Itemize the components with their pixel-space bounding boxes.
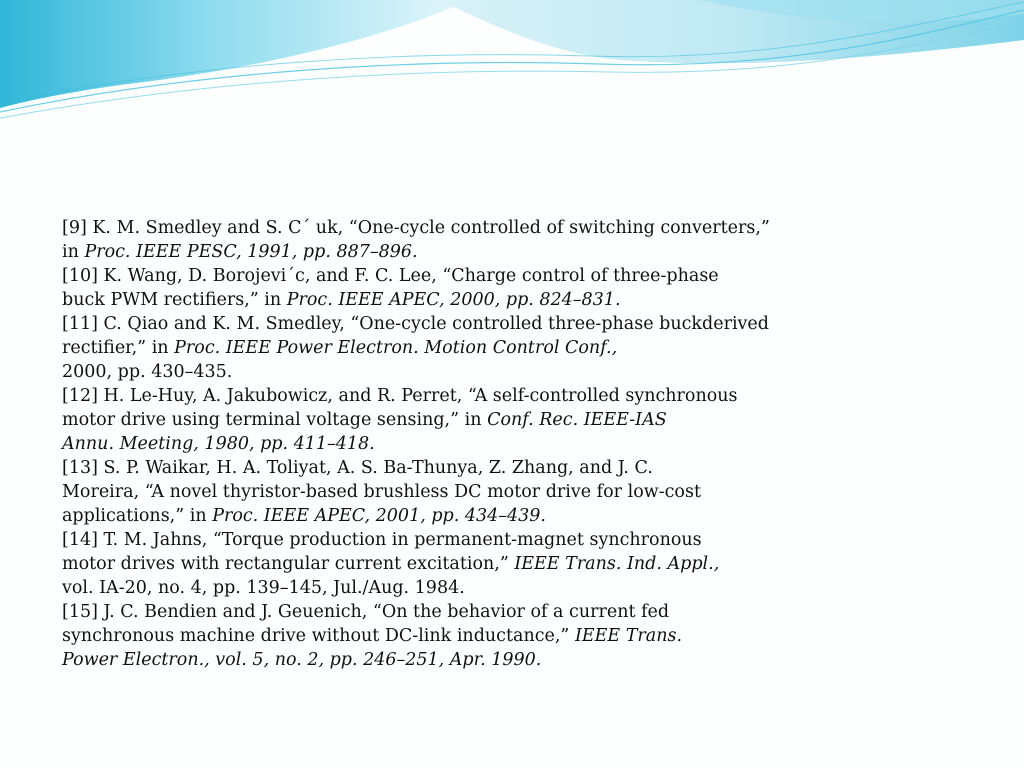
reference-italic-segment: Proc. IEEE APEC, 2001, pp. 434–439. <box>212 506 546 526</box>
reference-text-segment: [11] C. Qiao and K. M. Smedley, “One-cycle controlled three-phase buckderived <box>62 314 769 334</box>
reference-line <box>62 384 782 408</box>
reference-line <box>62 336 782 360</box>
reference-line <box>62 264 782 288</box>
reference-ref-15 <box>62 600 782 672</box>
reference-italic-segment: Power Electron., vol. 5, no. 2, pp. 246–251, Apr. 1990. <box>62 650 542 670</box>
reference-text-segment: in <box>62 242 85 262</box>
reference-line <box>62 312 782 336</box>
reference-ref-10 <box>62 264 782 312</box>
reference-line <box>62 600 782 624</box>
reference-line <box>62 480 782 504</box>
reference-italic-segment: Conf. Rec. IEEE-IAS <box>487 410 667 430</box>
reference-italic-segment: Proc. IEEE PESC, 1991, pp. 887–896. <box>84 242 418 262</box>
reference-text-segment: motor drive using terminal voltage sensing,” in <box>62 410 488 430</box>
reference-text-segment: rectifier,” in <box>62 338 175 358</box>
reference-italic-segment: IEEE Trans. <box>574 626 683 646</box>
reference-line <box>62 456 782 480</box>
reference-line <box>62 288 782 312</box>
decorative-wave-header <box>0 0 1024 130</box>
reference-text-segment: synchronous machine drive without DC-link inductance,” <box>62 626 575 646</box>
reference-line <box>62 216 782 240</box>
reference-line <box>62 528 782 552</box>
reference-line <box>62 408 782 432</box>
reference-line <box>62 576 782 600</box>
reference-line <box>62 504 782 528</box>
reference-line <box>62 240 782 264</box>
wave-band-left <box>0 0 470 108</box>
reference-italic-segment: Proc. IEEE APEC, 2000, pp. 824–831. <box>286 290 621 310</box>
reference-text-segment: [13] S. P. Waikar, H. A. Toliyat, A. S. Ba-Thunya, Z. Zhang, and J. C. <box>62 458 653 478</box>
reference-ref-14 <box>62 528 782 600</box>
reference-line <box>62 552 782 576</box>
reference-text-segment: [9] K. M. Smedley and S. C´ uk, “One-cycle controlled of switching converters,” <box>62 218 770 238</box>
reference-line <box>62 432 782 456</box>
reference-text-segment: [14] T. M. Jahns, “Torque production in permanent-magnet synchronous <box>62 530 702 550</box>
reference-text-segment: buck PWM rectifiers,” in <box>62 290 287 310</box>
reference-ref-11 <box>62 312 782 384</box>
reference-italic-segment: IEEE Trans. Ind. Appl., <box>514 554 720 574</box>
reference-text-segment: applications,” in <box>62 506 213 526</box>
reference-italic-segment: Annu. Meeting, 1980, pp. 411–418. <box>62 434 375 454</box>
reference-list <box>62 216 782 672</box>
reference-text-segment: [15] J. C. Bendien and J. Geuenich, “On the behavior of a current fed <box>62 602 670 622</box>
reference-italic-segment: Proc. IEEE Power Electron. Motion Control Conf., <box>174 338 618 358</box>
reference-ref-9 <box>62 216 782 264</box>
reference-line <box>62 360 782 384</box>
reference-text-segment: motor drives with rectangular current excitation,” <box>62 554 515 574</box>
reference-ref-12 <box>62 384 782 456</box>
reference-line <box>62 624 782 648</box>
reference-text-segment: 2000, pp. 430–435. <box>62 362 233 382</box>
reference-text-segment: [12] H. Le-Huy, A. Jakubowicz, and R. Perret, “A self-controlled synchronous <box>62 386 738 406</box>
reference-line <box>62 648 782 672</box>
reference-text-segment: vol. IA-20, no. 4, pp. 139–145, Jul./Aug. 1984. <box>62 578 465 598</box>
reference-text-segment: [10] K. Wang, D. Borojevi´c, and F. C. Lee, “Charge control of three-phase <box>62 266 719 286</box>
reference-ref-13 <box>62 456 782 528</box>
reference-text-segment: Moreira, “A novel thyristor-based brushless DC motor drive for low-cost <box>62 482 701 502</box>
